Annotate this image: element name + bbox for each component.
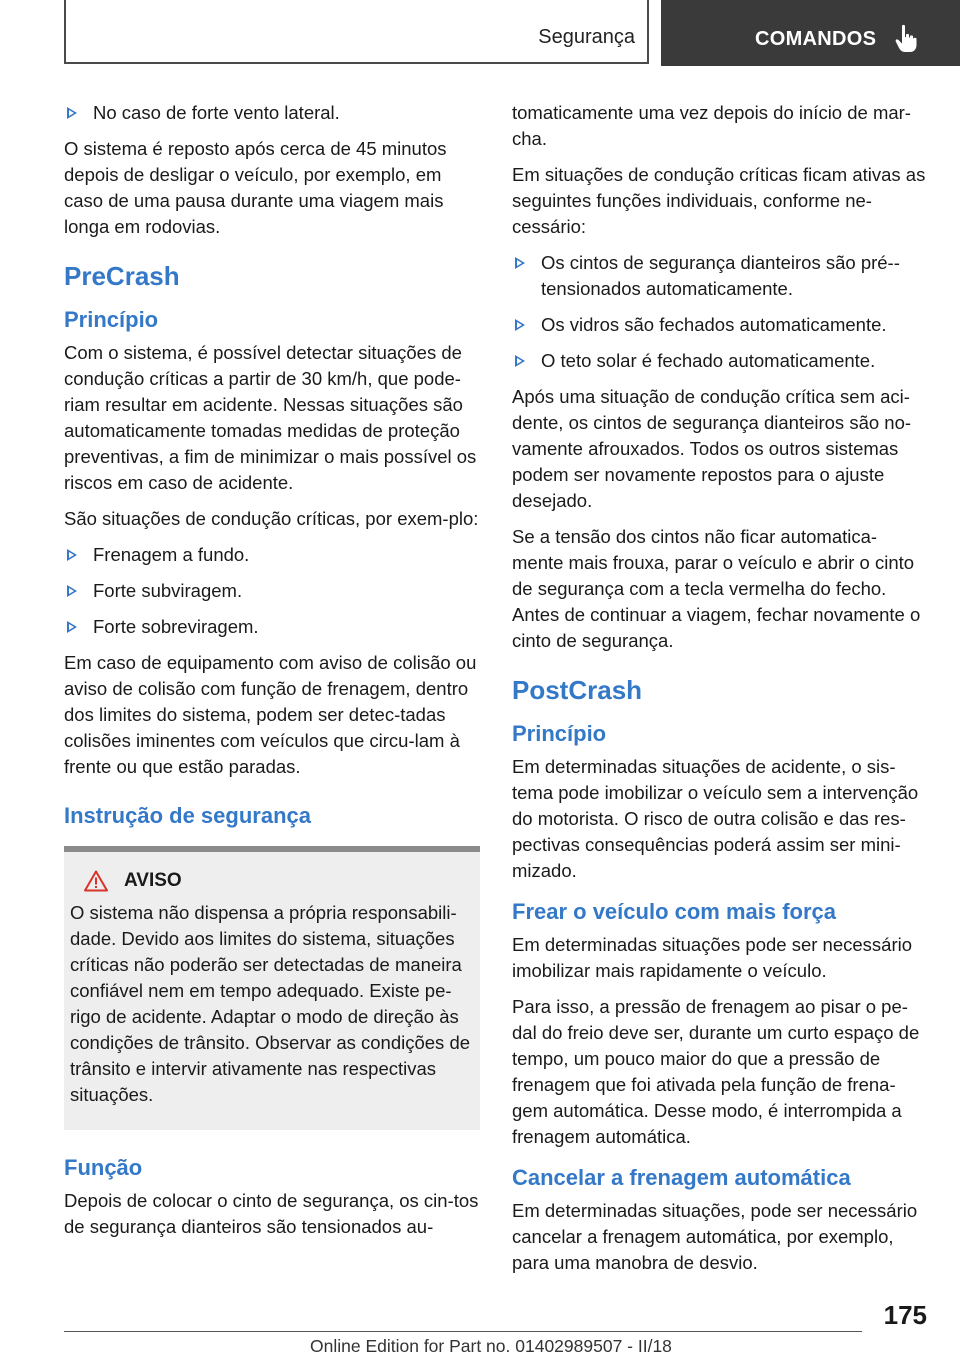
footer-edition: Online Edition for Part no. 01402989507 - II/18 — [310, 1336, 672, 1356]
paragraph: Após uma situação de condução crítica sem aci‐dente, os cintos de segurança dianteiros são no‐vamente afrouxados. Todos os outros sistemas podem ser novamente repostos para o ajuste desejado. — [512, 386, 912, 511]
paragraph: O sistema é reposto após cerca de 45 minutos depois de desligar o veículo, por exemplo, em caso de uma pausa durante uma viagem mais longa em rodovias. — [64, 138, 447, 237]
paragraph: São situações de condução críticas, por exem‐plo: — [64, 508, 479, 529]
paragraph: Depois de colocar o cinto de segurança, os cin‐tos de segurança dianteiros são tensionados au‐ — [64, 1190, 479, 1237]
list-item: O teto solar é fechado automaticamente. — [512, 348, 928, 374]
heading-principio: Princípio — [512, 721, 607, 746]
paragraph: Em determinadas situações, pode ser necessário cancelar a frenagem automática, por exemplo, para uma manobra de desvio. — [512, 1200, 918, 1273]
heading-frear-veiculo: Frear o veículo com mais força — [512, 899, 837, 924]
right-column — [512, 100, 928, 1286]
header-chapter-box — [661, 0, 960, 66]
bullet-triangle-icon — [67, 621, 77, 633]
warning-box — [64, 846, 480, 1130]
bullet-triangle-icon — [67, 549, 77, 561]
warning-title: AVISO — [124, 870, 182, 891]
paragraph: Para isso, a pressão de frenagem ao pisar o pe‐dal do freio deve ser, durante um curto espaço de tempo, um pouco maior do que a pressão de frenagem que foi ativada pela função de frena‐gem automática. Desse modo, é interrompida a frenagem automática. — [512, 996, 920, 1147]
warning-text: O sistema não dispensa a própria responsabili‐dade. Devido aos limites do sistema, situações críticas não poderão ser detectadas de maneira confiável nem em tempo adequado. Existe pe‐rigo de acidente. Adaptar o modo de direção às condições de trânsito. Observar as condições de trânsito e intervir ativamente nas respectivas situações. — [70, 902, 471, 1105]
list-item: Os cintos de segurança dianteiros são pré‐‐tensionados automaticamente. — [512, 250, 928, 302]
header-section-title: Segurança — [538, 26, 635, 48]
heading-cancelar-frenagem: Cancelar a frenagem automática — [512, 1165, 851, 1190]
warning-header — [70, 870, 472, 892]
list-item: No caso de forte vento lateral. — [64, 100, 480, 126]
bullet-triangle-icon — [515, 355, 525, 367]
hand-pointer-icon — [895, 24, 917, 54]
paragraph: Em situações de condução críticas ficam ativas as seguintes funções individuais, conforme ne‐cessário: — [512, 164, 926, 237]
list-item: Forte sobreviragem. — [64, 614, 480, 640]
list-item: Os vidros são fechados automaticamente. — [512, 312, 928, 338]
heading-precrash: PreCrash — [64, 261, 180, 291]
header-section-box — [64, 0, 649, 64]
heading-principio: Princípio — [64, 307, 159, 332]
paragraph: Com o sistema, é possível detectar situações de condução críticas a partir de 30 km/h, que pode‐riam resultar em acidente. Nessas situações são automaticamente tomadas medidas de proteção preventivas, a fim de minimizar o mais possível os riscos em caso de acidente. — [64, 342, 477, 493]
warning-triangle-icon — [84, 870, 108, 892]
paragraph: Se a tensão dos cintos não ficar automatica‐mente mais frouxa, parar o veículo e abrir o cinto de segurança com a tecla vermelha do fecho. Antes de continuar a viagem, fechar novamente o cinto de segurança. — [512, 526, 921, 651]
bullet-triangle-icon — [67, 107, 77, 119]
paragraph: Em determinadas situações pode ser necessário imobilizar mais rapidamente o veículo. — [512, 934, 913, 981]
bullet-triangle-icon — [515, 319, 525, 331]
list-item: Frenagem a fundo. — [64, 542, 480, 568]
bullet-triangle-icon — [67, 585, 77, 597]
heading-postcrash: PostCrash — [512, 675, 643, 705]
list-item: Forte subviragem. — [64, 578, 480, 604]
paragraph: Em caso de equipamento com aviso de colisão ou aviso de colisão com função de frenagem, dentro dos limites do sistema, podem ser detec‐tadas colisões iminentes com veículos que circu‐lam à frente ou que estão paradas. — [64, 652, 477, 777]
heading-instrucao-seguranca: Instrução de segurança — [64, 803, 311, 828]
bullet-triangle-icon — [515, 257, 525, 269]
footer-divider — [64, 1331, 862, 1332]
paragraph: tomaticamente uma vez depois do início de mar‐cha. — [512, 102, 911, 149]
heading-funcao: Função — [64, 1155, 143, 1180]
header-chapter-title: COMANDOS — [755, 28, 877, 50]
page-number: 175 — [883, 1300, 927, 1330]
left-column — [64, 100, 480, 1250]
paragraph: Em determinadas situações de acidente, o sis‐tema pode imobilizar o veículo sem a intervenção do motorista. O risco de outra colisão e das res‐pectivas consequências poderá assim ser mini‐mizado. — [512, 756, 919, 881]
